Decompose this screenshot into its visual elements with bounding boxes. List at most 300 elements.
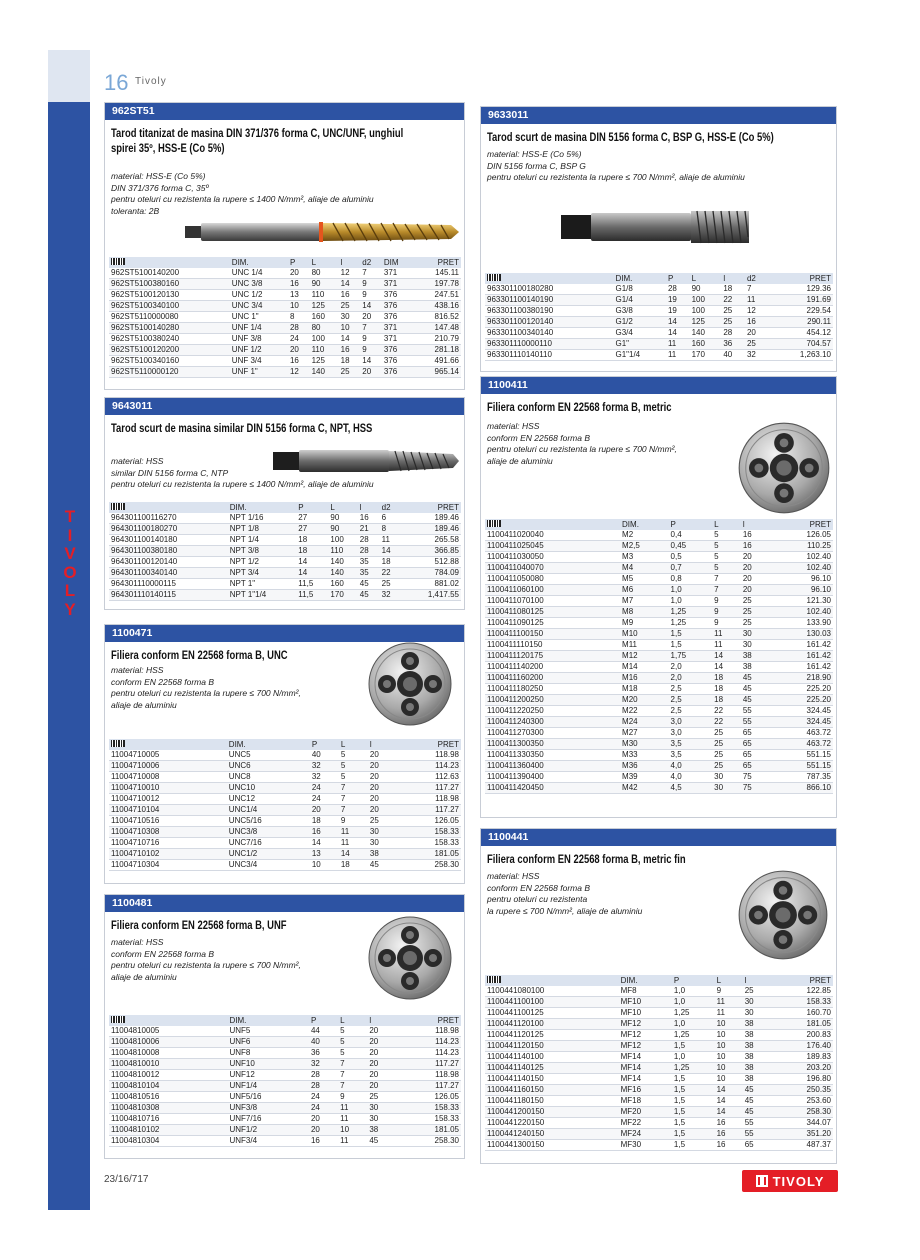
table-row bbox=[109, 345, 461, 356]
table-cell: 160.70 bbox=[771, 1008, 833, 1019]
table-cell: 16 bbox=[741, 530, 770, 541]
table-row bbox=[485, 552, 833, 563]
table-cell: 158.33 bbox=[397, 827, 461, 838]
article-code: 11004810716 bbox=[109, 1114, 227, 1125]
article-code: 962ST5100120130 bbox=[109, 290, 230, 301]
table-cell: 110 bbox=[310, 290, 339, 301]
article-code: 963301100180280 bbox=[485, 284, 613, 295]
table-row bbox=[485, 695, 833, 706]
col-header: l bbox=[339, 257, 361, 268]
table-cell: 18 bbox=[380, 557, 402, 568]
table-cell: 18 bbox=[712, 684, 741, 695]
table-cell: MF30 bbox=[619, 1140, 672, 1151]
table-cell: 16 bbox=[715, 1129, 743, 1140]
table-row bbox=[485, 1008, 833, 1019]
table-cell: 366.85 bbox=[401, 546, 461, 557]
table-row bbox=[109, 279, 461, 290]
table-cell: 0,45 bbox=[669, 541, 713, 552]
section-description bbox=[487, 421, 727, 467]
table-cell: 20 bbox=[360, 312, 382, 323]
table-cell: 376 bbox=[382, 356, 413, 367]
section-code: 1100411 bbox=[481, 377, 836, 394]
desc-line: pentru oteluri cu rezistenta la rupere ≤ 700 N/mm², aliaje de aluminiu bbox=[487, 172, 745, 182]
barcode-icon bbox=[109, 1015, 227, 1026]
table-cell: NPT 1" bbox=[228, 579, 297, 590]
table-cell: 25 bbox=[712, 739, 741, 750]
table-cell: 376 bbox=[382, 367, 413, 378]
table-cell: 100 bbox=[690, 295, 722, 306]
table-cell: 225.20 bbox=[770, 695, 833, 706]
table-cell: 371 bbox=[382, 268, 413, 279]
table-cell: 371 bbox=[382, 279, 413, 290]
footer-code: 23/16/717 bbox=[104, 1174, 149, 1185]
table-cell: 140 bbox=[328, 568, 357, 579]
table-cell: M3 bbox=[620, 552, 669, 563]
table-cell: 250.35 bbox=[771, 1085, 833, 1096]
table-cell: MF10 bbox=[619, 997, 672, 1008]
article-code: 1100411090125 bbox=[485, 618, 620, 629]
section-code: 1100441 bbox=[481, 829, 836, 846]
table-cell: 9 bbox=[360, 345, 382, 356]
table-cell: 197.78 bbox=[413, 279, 461, 290]
article-code: 1100441160150 bbox=[485, 1085, 619, 1096]
article-code: 963301110140110 bbox=[485, 350, 613, 361]
barcode-icon bbox=[485, 975, 619, 986]
table-cell: 118.98 bbox=[397, 794, 461, 805]
article-code: 1100411360400 bbox=[485, 761, 620, 772]
table-cell: 1,5 bbox=[672, 1140, 715, 1151]
table-cell: 463.72 bbox=[770, 728, 833, 739]
section-title: Tarod titanizat de masina DIN 371/376 forma C, UNC/UNF, unghiul spirei 35º, HSS-E (Co 5%) bbox=[111, 128, 404, 155]
col-header: PRET bbox=[770, 519, 833, 530]
table-row bbox=[485, 596, 833, 607]
article-code: 1100441300150 bbox=[485, 1140, 619, 1151]
table-cell: 7 bbox=[338, 1081, 367, 1092]
desc-line: material: HSS bbox=[111, 456, 164, 466]
table-row bbox=[485, 1074, 833, 1085]
table-cell: 24 bbox=[309, 1103, 338, 1114]
table-cell: 11 bbox=[745, 295, 769, 306]
table-row bbox=[485, 750, 833, 761]
table-row bbox=[109, 1026, 461, 1037]
table-cell: 10 bbox=[310, 860, 339, 871]
table-cell: 20 bbox=[368, 772, 397, 783]
table-cell: 45 bbox=[741, 673, 770, 684]
table-cell: 65 bbox=[741, 761, 770, 772]
table-cell: 20 bbox=[368, 783, 397, 794]
table-cell: 10 bbox=[715, 1030, 743, 1041]
table-cell: UNC 3/8 bbox=[230, 279, 288, 290]
table-cell: UNC10 bbox=[227, 783, 310, 794]
table-cell: UNC12 bbox=[227, 794, 310, 805]
col-header: l bbox=[743, 975, 771, 986]
table-cell: 35 bbox=[358, 557, 380, 568]
table-row bbox=[485, 1085, 833, 1096]
desc-line: material: HSS-E (Co 5%) bbox=[111, 171, 206, 181]
article-code: 11004710005 bbox=[109, 750, 227, 761]
article-code: 1100411020040 bbox=[485, 530, 620, 541]
section-1100441 bbox=[480, 828, 837, 1164]
table-cell: 324.45 bbox=[770, 706, 833, 717]
table-row bbox=[109, 590, 461, 601]
table-cell: 218.90 bbox=[770, 673, 833, 684]
table-cell: 5 bbox=[338, 1026, 367, 1037]
table-row bbox=[485, 284, 833, 295]
article-code: 1100441140150 bbox=[485, 1074, 619, 1085]
article-code: 1100411330350 bbox=[485, 750, 620, 761]
table-cell: 1,25 bbox=[672, 1030, 715, 1041]
table-row bbox=[485, 541, 833, 552]
table-cell: 281.18 bbox=[413, 345, 461, 356]
table-row bbox=[109, 1081, 461, 1092]
table-cell: 45 bbox=[358, 579, 380, 590]
table-cell: 14 bbox=[712, 662, 741, 673]
table-cell: M8 bbox=[620, 607, 669, 618]
table-row bbox=[485, 339, 833, 350]
table-cell: 40 bbox=[309, 1037, 338, 1048]
table-cell: M5 bbox=[620, 574, 669, 585]
article-code: 1100441080100 bbox=[485, 986, 619, 997]
article-code: 1100411025045 bbox=[485, 541, 620, 552]
table-cell: 12 bbox=[288, 367, 310, 378]
desc-line: pentru oteluri cu rezistenta la rupere ≤ 700 N/mm², bbox=[487, 444, 677, 454]
tap-image bbox=[271, 446, 461, 476]
table-cell: 28 bbox=[309, 1081, 338, 1092]
table-cell: 20 bbox=[360, 367, 382, 378]
table-cell: 9 bbox=[360, 279, 382, 290]
table-cell: 125 bbox=[310, 301, 339, 312]
table-cell: 25 bbox=[712, 750, 741, 761]
col-header: DIM. bbox=[227, 739, 310, 750]
table-cell: 16 bbox=[309, 1136, 338, 1147]
article-code: 11004710308 bbox=[109, 827, 227, 838]
article-code: 1100441200150 bbox=[485, 1107, 619, 1118]
table-cell: 30 bbox=[367, 1103, 396, 1114]
table-cell: 20 bbox=[309, 1125, 338, 1136]
table-cell: 14 bbox=[715, 1107, 743, 1118]
table-cell: 16 bbox=[288, 279, 310, 290]
table-cell: 21 bbox=[358, 524, 380, 535]
table-cell: 11 bbox=[338, 1114, 367, 1125]
col-header: DIM. bbox=[619, 975, 672, 986]
table-cell: M33 bbox=[620, 750, 669, 761]
table-cell: 7 bbox=[712, 585, 741, 596]
table-cell: 20 bbox=[288, 268, 310, 279]
table-cell: MF14 bbox=[619, 1063, 672, 1074]
table-cell: 140 bbox=[310, 367, 339, 378]
table-row bbox=[485, 629, 833, 640]
table-cell: UNF8 bbox=[227, 1048, 308, 1059]
table-cell: 129.36 bbox=[769, 284, 833, 295]
table-cell: 38 bbox=[743, 1019, 771, 1030]
table-cell: 40 bbox=[310, 750, 339, 761]
article-code: 963301100380190 bbox=[485, 306, 613, 317]
vertical-brand: TIVOLY bbox=[63, 507, 77, 619]
table-cell: 9 bbox=[715, 986, 743, 997]
article-code: 11004810104 bbox=[109, 1081, 227, 1092]
table-cell: 11 bbox=[666, 339, 690, 350]
section-title: Tarod scurt de masina DIN 5156 forma C, BSP G, HSS-E (Co 5%) bbox=[487, 132, 774, 144]
article-code: 11004810308 bbox=[109, 1103, 227, 1114]
table-cell: 125 bbox=[310, 356, 339, 367]
col-header: L bbox=[328, 502, 357, 513]
table-cell: 7 bbox=[339, 783, 368, 794]
article-code: 11004710102 bbox=[109, 849, 227, 860]
table-cell: 22 bbox=[380, 568, 402, 579]
table-cell: UNC6 bbox=[227, 761, 310, 772]
table-cell: 24 bbox=[310, 783, 339, 794]
table-cell: 24 bbox=[288, 334, 310, 345]
table-row bbox=[109, 1070, 461, 1081]
table-cell: 55 bbox=[743, 1118, 771, 1129]
table-cell: 189.46 bbox=[401, 513, 461, 524]
col-header: l bbox=[368, 739, 397, 750]
article-code: 962ST5110000080 bbox=[109, 312, 230, 323]
table-cell: 38 bbox=[741, 662, 770, 673]
table-cell: UNC7/16 bbox=[227, 838, 310, 849]
table-row bbox=[109, 546, 461, 557]
table-cell: 160 bbox=[690, 339, 722, 350]
table-row bbox=[109, 783, 461, 794]
article-code: 1100441140125 bbox=[485, 1063, 619, 1074]
table-cell: 25 bbox=[741, 618, 770, 629]
table-row bbox=[485, 684, 833, 695]
table-cell: 20 bbox=[741, 552, 770, 563]
table-cell: 18 bbox=[296, 535, 328, 546]
table-cell: 20 bbox=[741, 585, 770, 596]
table-cell: UNF7/16 bbox=[227, 1114, 308, 1125]
table-cell: 258.30 bbox=[771, 1107, 833, 1118]
table-cell: 126.05 bbox=[397, 1092, 461, 1103]
col-header: P bbox=[666, 273, 690, 284]
table-row bbox=[109, 1125, 461, 1136]
table-cell: M14 bbox=[620, 662, 669, 673]
table-cell: 324.45 bbox=[770, 717, 833, 728]
table-cell: 14 bbox=[360, 356, 382, 367]
table-cell: 30 bbox=[367, 1114, 396, 1125]
table-row bbox=[485, 772, 833, 783]
table-cell: 161.42 bbox=[770, 662, 833, 673]
table-row bbox=[109, 860, 461, 871]
table-cell: UNC 1/2 bbox=[230, 290, 288, 301]
table-cell: 2,5 bbox=[669, 706, 713, 717]
table-cell: 25 bbox=[721, 317, 745, 328]
table-cell: 189.46 bbox=[401, 524, 461, 535]
article-code: 1100411110150 bbox=[485, 640, 620, 651]
desc-line: pentru oteluri cu rezistenta bbox=[487, 894, 588, 904]
table-cell: 16 bbox=[339, 345, 361, 356]
table-cell: 196.80 bbox=[771, 1074, 833, 1085]
product-table bbox=[485, 273, 833, 361]
table-cell: G3/8 bbox=[613, 306, 665, 317]
col-header: PRET bbox=[397, 739, 461, 750]
article-code: 11004710104 bbox=[109, 805, 227, 816]
table-cell: 14 bbox=[715, 1096, 743, 1107]
table-cell: G1"1/4 bbox=[613, 350, 665, 361]
table-row bbox=[485, 651, 833, 662]
table-row bbox=[109, 356, 461, 367]
table-cell: 160 bbox=[310, 312, 339, 323]
table-cell: 55 bbox=[743, 1129, 771, 1140]
logo-text: TIVOLY bbox=[772, 1173, 825, 1189]
table-cell: 44 bbox=[309, 1026, 338, 1037]
table-cell: 10 bbox=[715, 1063, 743, 1074]
table-cell: 351.20 bbox=[771, 1129, 833, 1140]
table-cell: 25 bbox=[380, 579, 402, 590]
table-row bbox=[485, 673, 833, 684]
table-cell: UNF 1/4 bbox=[230, 323, 288, 334]
table-cell: 27 bbox=[296, 513, 328, 524]
table-header bbox=[109, 739, 461, 750]
barcode-icon bbox=[485, 273, 613, 284]
table-cell: 371 bbox=[382, 323, 413, 334]
table-cell: 32 bbox=[309, 1059, 338, 1070]
table-cell: M39 bbox=[620, 772, 669, 783]
table-cell: 19 bbox=[666, 295, 690, 306]
table-cell: 27 bbox=[296, 524, 328, 535]
section-9643011 bbox=[104, 397, 465, 610]
col-header: L bbox=[310, 257, 339, 268]
table-cell: 122.85 bbox=[771, 986, 833, 997]
table-row bbox=[109, 535, 461, 546]
col-header: P bbox=[288, 257, 310, 268]
table-cell: 25 bbox=[745, 339, 769, 350]
article-code: 11004810006 bbox=[109, 1037, 227, 1048]
table-cell: 1,5 bbox=[672, 1107, 715, 1118]
table-cell: M2,5 bbox=[620, 541, 669, 552]
table-cell: 0,8 bbox=[669, 574, 713, 585]
table-cell: 787.35 bbox=[770, 772, 833, 783]
col-header: DIM. bbox=[227, 1015, 308, 1026]
section-code: 962ST51 bbox=[105, 103, 464, 120]
desc-line: DIN 371/376 forma C, 35º bbox=[111, 182, 209, 193]
table-row bbox=[109, 557, 461, 568]
section-code: 1100471 bbox=[105, 625, 464, 642]
table-cell: 5 bbox=[712, 541, 741, 552]
table-cell: 45 bbox=[743, 1107, 771, 1118]
article-code: 11004710006 bbox=[109, 761, 227, 772]
die-image bbox=[367, 641, 453, 727]
article-code: 1100441220150 bbox=[485, 1118, 619, 1129]
table-cell: 3,0 bbox=[669, 728, 713, 739]
table-cell: M9 bbox=[620, 618, 669, 629]
table-cell: 161.42 bbox=[770, 651, 833, 662]
table-cell: 18 bbox=[712, 673, 741, 684]
table-row bbox=[485, 1096, 833, 1107]
article-code: 964301100120140 bbox=[109, 557, 228, 568]
article-code: 1100411120175 bbox=[485, 651, 620, 662]
table-cell: MF12 bbox=[619, 1019, 672, 1030]
table-cell: NPT 3/8 bbox=[228, 546, 297, 557]
table-row bbox=[485, 574, 833, 585]
table-cell: 344.07 bbox=[771, 1118, 833, 1129]
table-cell: MF10 bbox=[619, 1008, 672, 1019]
table-cell: 176.40 bbox=[771, 1041, 833, 1052]
article-code: 964301100140180 bbox=[109, 535, 228, 546]
table-cell: 112.63 bbox=[397, 772, 461, 783]
table-cell: 25 bbox=[339, 367, 361, 378]
table-row bbox=[485, 783, 833, 794]
table-cell: 20 bbox=[367, 1026, 396, 1037]
desc-line: la rupere ≤ 700 N/mm², aliaje de aluminiu bbox=[487, 905, 643, 916]
article-code: 963301100340140 bbox=[485, 328, 613, 339]
article-code: 11004810304 bbox=[109, 1136, 227, 1147]
table-row bbox=[485, 1118, 833, 1129]
table-cell: UNC 1/4 bbox=[230, 268, 288, 279]
table-cell: M18 bbox=[620, 684, 669, 695]
table-cell: NPT 1/2 bbox=[228, 557, 297, 568]
table-row bbox=[485, 618, 833, 629]
table-cell: 8 bbox=[380, 524, 402, 535]
table-row bbox=[109, 805, 461, 816]
table-row bbox=[485, 739, 833, 750]
table-cell: 117.27 bbox=[397, 1081, 461, 1092]
table-row bbox=[109, 579, 461, 590]
table-row bbox=[109, 849, 461, 860]
table-cell: 30 bbox=[712, 772, 741, 783]
table-cell: UNF5 bbox=[227, 1026, 308, 1037]
table-cell: M27 bbox=[620, 728, 669, 739]
table-cell: 25 bbox=[712, 728, 741, 739]
table-cell: 253.60 bbox=[771, 1096, 833, 1107]
product-table bbox=[109, 257, 461, 378]
table-cell: 65 bbox=[741, 728, 770, 739]
table-cell: UNC1/2 bbox=[227, 849, 310, 860]
table-cell: 376 bbox=[382, 290, 413, 301]
table-cell: 816.52 bbox=[413, 312, 461, 323]
table-cell: UNC1/4 bbox=[227, 805, 310, 816]
col-header: d2 bbox=[380, 502, 402, 513]
barcode-icon bbox=[109, 257, 230, 268]
table-cell: 1,5 bbox=[669, 640, 713, 651]
table-cell: 18 bbox=[339, 860, 368, 871]
table-cell: 24 bbox=[309, 1092, 338, 1103]
col-header: DIM. bbox=[230, 257, 288, 268]
table-cell: 114.23 bbox=[397, 1037, 461, 1048]
table-cell: 200.83 bbox=[771, 1030, 833, 1041]
table-cell: 10 bbox=[288, 301, 310, 312]
article-code: 1100441180150 bbox=[485, 1096, 619, 1107]
desc-line: material: HSS bbox=[487, 421, 540, 431]
table-cell: 11 bbox=[339, 827, 368, 838]
table-row bbox=[109, 794, 461, 805]
table-row bbox=[485, 317, 833, 328]
section-1100481 bbox=[104, 894, 465, 1159]
table-cell: MF22 bbox=[619, 1118, 672, 1129]
table-cell: 96.10 bbox=[770, 574, 833, 585]
table-row bbox=[109, 513, 461, 524]
table-cell: 1,5 bbox=[669, 629, 713, 640]
section-description bbox=[111, 171, 431, 217]
article-code: 1100441120150 bbox=[485, 1041, 619, 1052]
article-code: 11004810516 bbox=[109, 1092, 227, 1103]
table-cell: 25 bbox=[741, 607, 770, 618]
die-image bbox=[737, 869, 829, 961]
table-cell: UNC5 bbox=[227, 750, 310, 761]
table-cell: 170 bbox=[328, 590, 357, 601]
table-cell: 18 bbox=[296, 546, 328, 557]
table-cell: 45 bbox=[368, 860, 397, 871]
logo-icon bbox=[756, 1175, 768, 1187]
table-cell: 45 bbox=[741, 695, 770, 706]
desc-line: aliaje de aluminiu bbox=[111, 699, 177, 710]
table-row bbox=[109, 1114, 461, 1125]
table-cell: 1,5 bbox=[672, 1118, 715, 1129]
table-cell: 181.05 bbox=[397, 1125, 461, 1136]
table-row bbox=[485, 306, 833, 317]
table-cell: G1/4 bbox=[613, 295, 665, 306]
page-number: 16 bbox=[104, 70, 129, 95]
